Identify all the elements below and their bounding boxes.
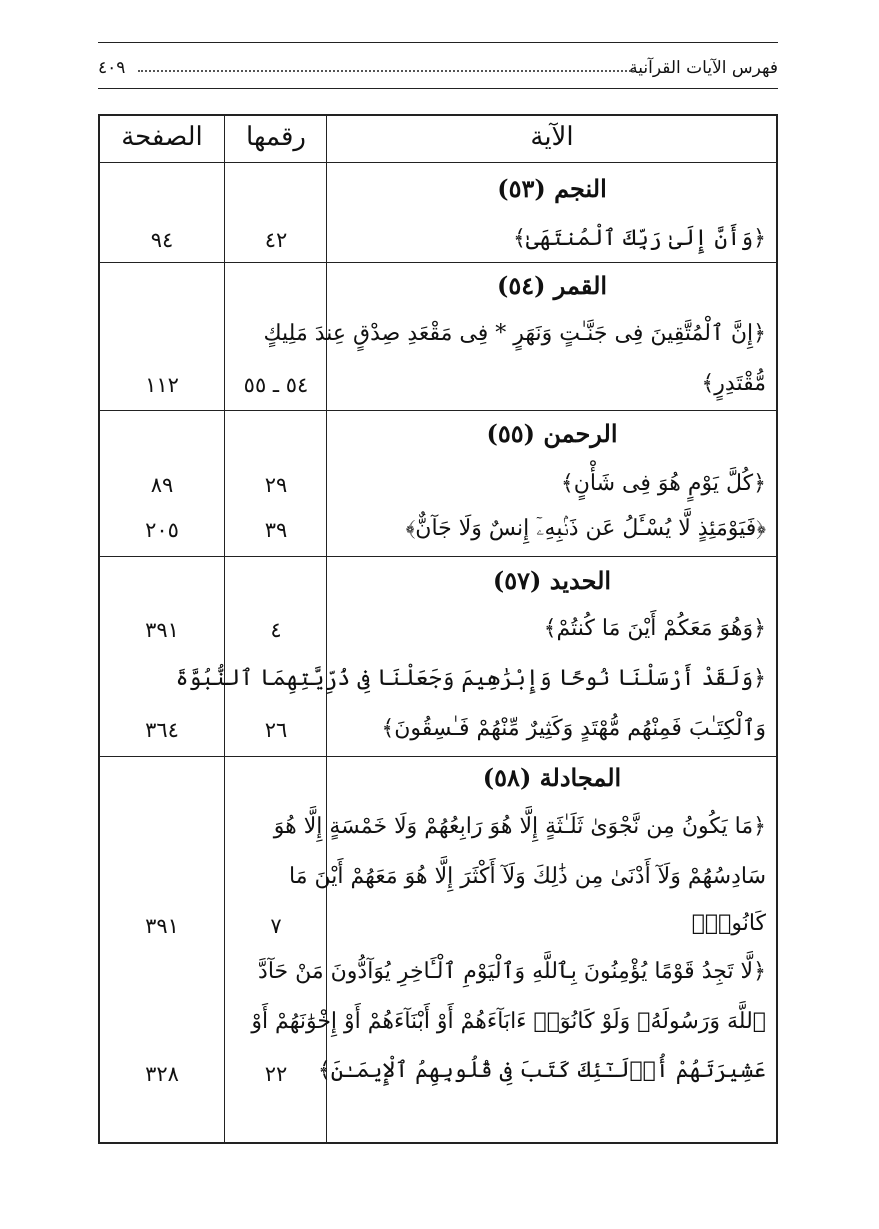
page-reference: ٣٢٨ (145, 1062, 179, 1086)
group-divider (100, 556, 776, 557)
page-reference: ٣٩١ (145, 914, 179, 938)
sura-heading: الرحمن (٥٥) (486, 419, 618, 448)
ayah-line: كَانُوا۟﴾ (691, 911, 766, 936)
header-bottom-rule (98, 88, 778, 89)
page-reference: ٨٩ (150, 473, 174, 497)
verse-index-table (98, 114, 778, 1144)
running-header-title: فهرس الآيات القرآنية (629, 58, 778, 78)
group-divider (100, 410, 776, 411)
ayah-number: ٧ (270, 914, 282, 938)
ayah-line: ﴿كُلَّ يَوْمٍ هُوَ فِى شَأْنٍ﴾ (560, 471, 766, 496)
ayah-number: ٢٢ (264, 1062, 288, 1086)
page-number: ٤٠٩ (98, 58, 126, 78)
page-reference: ٣٩١ (145, 618, 179, 642)
ayah-line: ٱللَّهَ وَرَسُولَهُۥ وَلَوْ كَانُوٓا۟ ءَابَآءَهُمْ أَوْ أَبْنَآءَهُمْ أَوْ إِخْوَٰنَهُمْ أَوْ (251, 1009, 766, 1034)
ayah-number: ٣٩ (264, 518, 288, 542)
ayah-line: ﴿إِنَّ ٱلْمُتَّقِينَ فِى جَنَّـٰتٍ وَنَهَرٍ * فِى مَقْعَدِ صِدْقٍ عِندَ مَلِيكٍ (263, 321, 766, 346)
ayah-line: ﴿فَيَوْمَئِذٍ لَّا يُسْـَٔلُ عَن ذَنۢبِهِۦٓ إِنسٌ وَلَا جَآنٌّ﴾ (405, 516, 766, 541)
ayah-line: ﴿وَهُوَ مَعَكُمْ أَيْنَ مَا كُنتُمْ﴾ (543, 616, 766, 641)
ayah-number: ٤ (270, 618, 282, 642)
header-row-divider (100, 162, 776, 163)
column-header-page: الصفحة (121, 122, 203, 152)
ayah-number: ٢٩ (264, 473, 288, 497)
page-reference: ١١٢ (145, 373, 179, 397)
column-divider (224, 116, 225, 1142)
page-reference: ٣٦٤ (145, 718, 179, 742)
group-divider (100, 756, 776, 757)
ayah-number: ٢٦ (264, 718, 288, 742)
sura-heading: المجادلة (٥٨) (482, 763, 622, 792)
sura-heading: النجم (٥٣) (497, 174, 607, 203)
ayah-line: عَشِيرَتَهُمْ أُو۟لَـٰٓئِكَ كَتَبَ فِى قُلُوبِهِمُ ٱلْإِيمَـٰنَ﴾ (317, 1058, 766, 1083)
column-divider (326, 116, 327, 1142)
ayah-line: ﴿مَا يَكُونُ مِن نَّجْوَىٰ ثَلَـٰثَةٍ إِلَّا هُوَ رَابِعُهُمْ وَلَا خَمْسَةٍ إِلَّا هُوَ (273, 814, 766, 839)
group-divider (100, 262, 776, 263)
ayah-line: وَٱلْكِتَـٰبَ فَمِنْهُم مُّهْتَدٍ وَكَثِيرٌ مِّنْهُمْ فَـٰسِقُونَ﴾ (381, 716, 766, 741)
page-reference: ٩٤ (150, 228, 174, 252)
ayah-line: مُّقْتَدِرٍ﴾ (701, 371, 766, 396)
ayah-number: ٤٢ (264, 228, 288, 252)
ayah-line: ﴿لَّا تَجِدُ قَوْمًا يُؤْمِنُونَ بِٱللَّهِ وَٱلْيَوْمِ ٱلْـَٔاخِرِ يُوَآدُّونَ مَنْ حَآدَّ (258, 959, 766, 984)
sura-heading: القمر (٥٤) (496, 271, 608, 300)
ayah-line: ﴿وَلَقَدْ أَرْسَلْنَا نُوحًا وَإِبْرَٰهِيمَ وَجَعَلْنَا فِى ذُرِّيَّتِهِمَا ٱلنُّبُوَّةَ (175, 666, 766, 691)
column-header-number: رقمها (246, 122, 306, 152)
ayah-line: ﴿وَأَنَّ إِلَىٰ رَبِّكَ ٱلْمُنتَهَىٰ﴾ (512, 226, 766, 251)
ayah-number: ٥٤ ـ ٥٥ (243, 373, 309, 397)
header-leader-dots (138, 70, 634, 72)
ayah-line: سَادِسُهُمْ وَلَآ أَدْنَىٰ مِن ذَٰلِكَ وَلَآ أَكْثَرَ إِلَّا هُوَ مَعَهُمْ أَيْنَ مَا (289, 864, 766, 889)
sura-heading: الحديد (٥٧) (492, 566, 612, 595)
column-header-ayah: الآية (530, 122, 574, 152)
header-top-rule (98, 42, 778, 43)
page-reference: ٢٠٥ (145, 518, 179, 542)
